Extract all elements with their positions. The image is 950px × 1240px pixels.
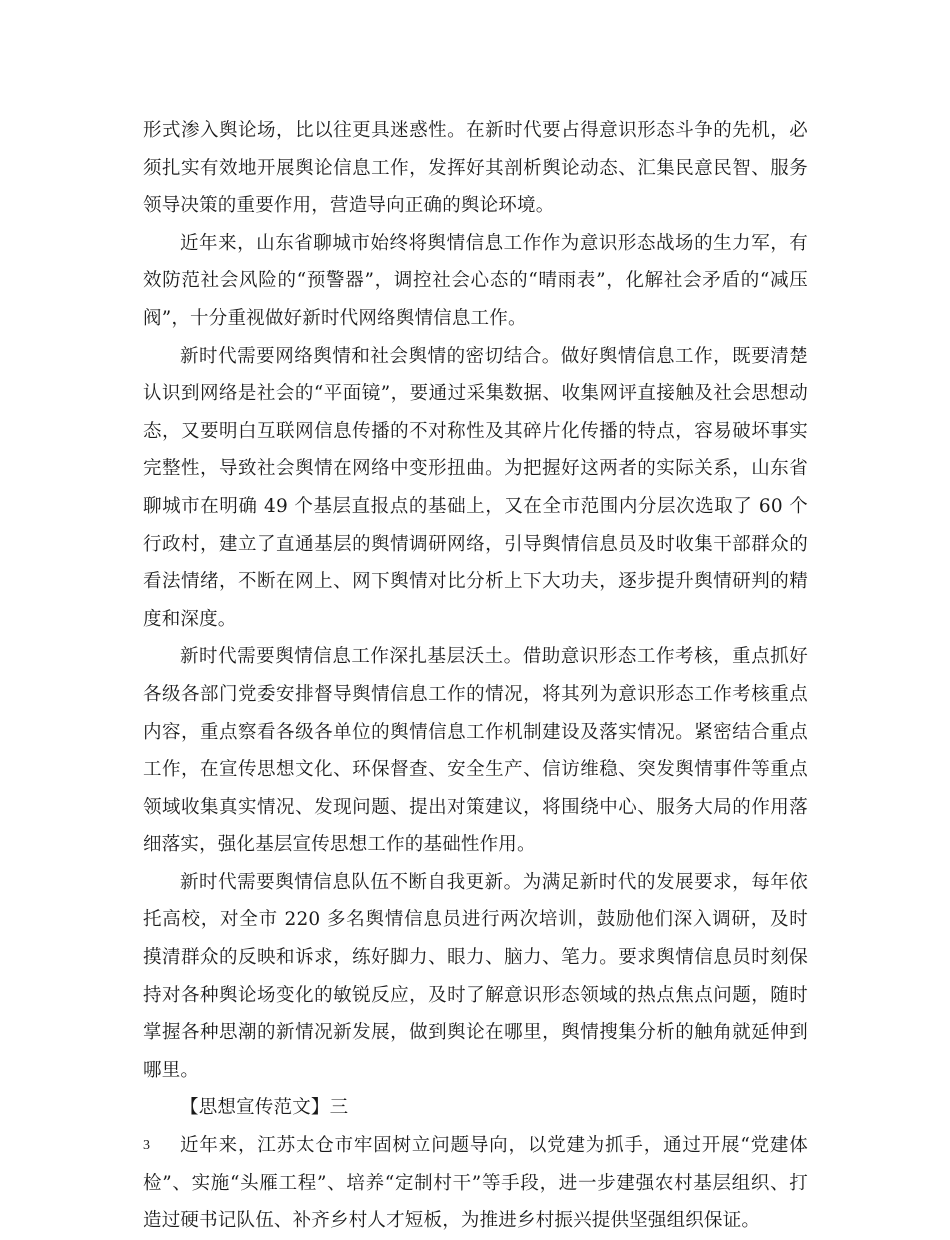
body-text xyxy=(143,112,808,1240)
paragraph: 新时代需要舆情信息队伍不断自我更新。为满足新时代的发展要求，每年依托高校，对全市 220 多名舆情信息员进行两次培训，鼓励他们深入调研，及时摸清群众的反映和诉求，练好脚力、眼力、脑力、笔力。要求舆情信息员时刻保持对各种舆论场变化的敏锐反应，及时了解意识形态领域的热点焦点问题，随时掌握各种思潮的新情况新发展，做到舆论在哪里，舆情搜集分析的触角就延伸到哪里。 xyxy=(143,871,808,1081)
paragraph: 新时代需要舆情信息工作深扎基层沃土。借助意识形态工作考核，重点抓好各级各部门党委安排督导舆情信息工作的情况，将其列为意识形态工作考核重点内容，重点察看各级各单位的舆情信息工作机制建设及落实情况。紧密结合重点工作，在宣传思想文化、环保督查、安全生产、信访维稳、突发舆情事件等重点领域收集真实情况、发现问题、提出对策建议，将围绕中心、服务大局的作用落细落实，强化基层宣传思想工作的基础性作用。 xyxy=(143,646,808,856)
paragraph: 近年来，山东省聊城市始终将舆情信息工作作为意识形态战场的生力军，有效防范社会风险的“预警器”，调控社会心态的“晴雨表”，化解社会矛盾的“减压阀”，十分重视做好新时代网络舆情信息工作。 xyxy=(143,232,808,329)
section-heading: 【思想宣传范文】三 xyxy=(180,1097,349,1119)
page-number: 3 xyxy=(143,1138,150,1153)
paragraph: 形式渗入舆论场，比以往更具迷惑性。在新时代要占得意识形态斗争的先机，必须扎实有效地开展舆论信息工作，发挥好其剖析舆论动态、汇集民意民智、服务领导决策的重要作用，营造导向正确的舆论环境。 xyxy=(143,120,808,217)
paragraph: 近年来，江苏太仓市牢固树立问题导向，以党建为抓手，通过开展“党建体检”、实施“头雁工程”、培养“定制村干”等手段，进一步建强农村基层组织、打造过硬书记队伍、补齐乡村人才短板，为推进乡村振兴提供坚强组织保证。 xyxy=(143,1135,808,1232)
paragraph: 新时代需要网络舆情和社会舆情的密切结合。做好舆情信息工作，既要清楚认识到网络是社会的“平面镜”，要通过采集数据、收集网评直接触及社会思想动态，又要明白互联网信息传播的不对称性及其碎片化传播的特点，容易破坏事实完整性，导致社会舆情在网络中变形扭曲。为把握好这两者的实际关系，山东省聊城市在明确 49 个基层直报点的基础上，又在全市范围内分层次选取了 60 个行政村，建立了直通基层的舆情调研网络，引导舆情信息员及时收集干部群众的看法情绪，不断在网上、网下舆情对比分析上下大功夫，逐步提升舆情研判的精度和深度。 xyxy=(143,345,808,630)
